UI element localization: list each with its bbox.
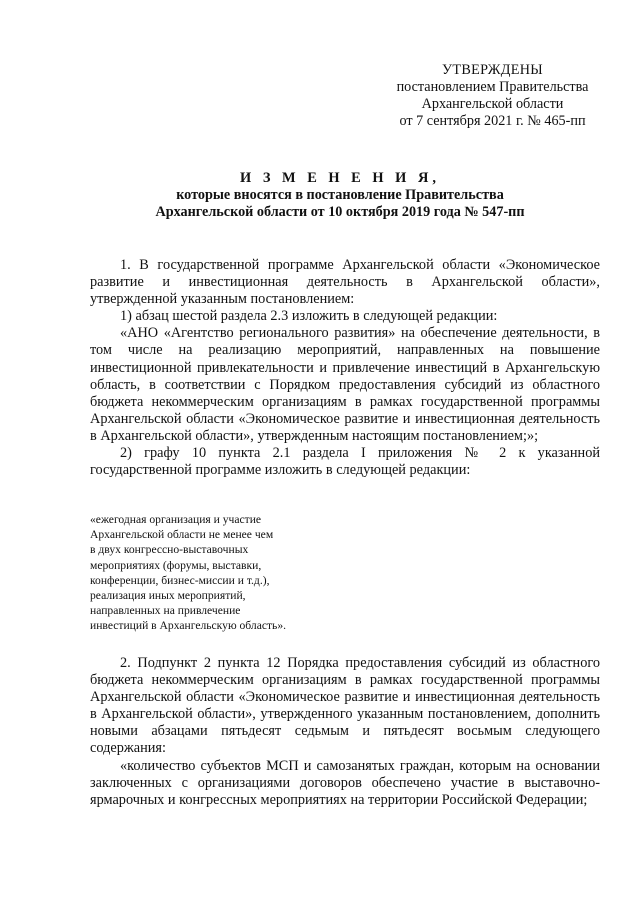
heading-title: И З М Е Н Е Н И Я, (240, 170, 440, 186)
approval-title: УТВЕРЖДЕНЫ (442, 62, 543, 78)
paragraph: 2) графу 10 пункта 2.1 раздела I приложения № 2 к указанной государственной программе изложить в следующей редакции: (90, 445, 600, 479)
section-1 (90, 257, 600, 479)
table-cell-text (90, 512, 330, 634)
paragraph: 1) абзац шестой раздела 2.3 изложить в следующей редакции: (120, 308, 498, 325)
cell-line: инвестиций в Архангельскую область». (90, 619, 287, 633)
section-2 (90, 655, 600, 809)
cell-line: Архангельской области не менее чем (90, 528, 274, 542)
cell-line: мероприятиях (форумы, выставки, (90, 558, 262, 572)
cell-line: «ежегодная организация и участие (90, 513, 262, 526)
approval-line: от 7 сентября 2021 г. № 465-пп (399, 113, 586, 129)
cell-line: направленных на привлечение (90, 604, 241, 618)
heading-line: которые вносятся в постановление Правительства (176, 187, 504, 203)
cell-line: реализация иных мероприятий, (90, 589, 246, 603)
document-heading (80, 170, 600, 221)
paragraph: «количество субъектов МСП и самозанятых граждан, которым на основании заключенных с организациями договоров обеспечено участие в выставочно-ярмарочных и конгрессных мероприятиях на территории Российской Федерации; (90, 757, 600, 808)
cell-line: конференции, бизнес-миссии и т.д.), (90, 573, 270, 587)
approval-block (385, 62, 600, 130)
cell-line: в двух конгрессно-выставочных (90, 543, 249, 557)
paragraph: 1. В государственной программе Архангельской области «Экономическое развитие и инвестиционная деятельность в Архангельской области», утвержденной указанным постановлением: (90, 257, 600, 308)
paragraph: «АНО «Агентство регионального развития» на обеспечение деятельности, в том числе на реализацию мероприятий, направленных на повышение инвестиционной привлекательности и привлечение инвестиций в Архангельскую область, в соответствии с Порядком предоставления субсидий из областного бюджета некоммерческим организациям в рамках государственной программы Архангельской области «Экономическое развитие и инвестиционная деятельность в Архангельской области», утвержденным настоящим постановлением;»; (90, 325, 600, 444)
heading-line: Архангельской области от 10 октября 2019 года № 547-пп (155, 204, 525, 220)
paragraph: 2. Подпункт 2 пункта 12 Порядка предоставления субсидий из областного бюджета некоммерческим организациям в рамках государственной программы Архангельской области «Экономическое развитие и инвестиционная деятельность в Архангельской области», утвержденного указанным постановлением, дополнить новыми абзацами пятьдесят седьмым и пятьдесят восьмым следующего содержания: (90, 655, 600, 757)
approval-line: Архангельской области (421, 96, 564, 112)
approval-line: постановлением Правительства (396, 79, 589, 95)
